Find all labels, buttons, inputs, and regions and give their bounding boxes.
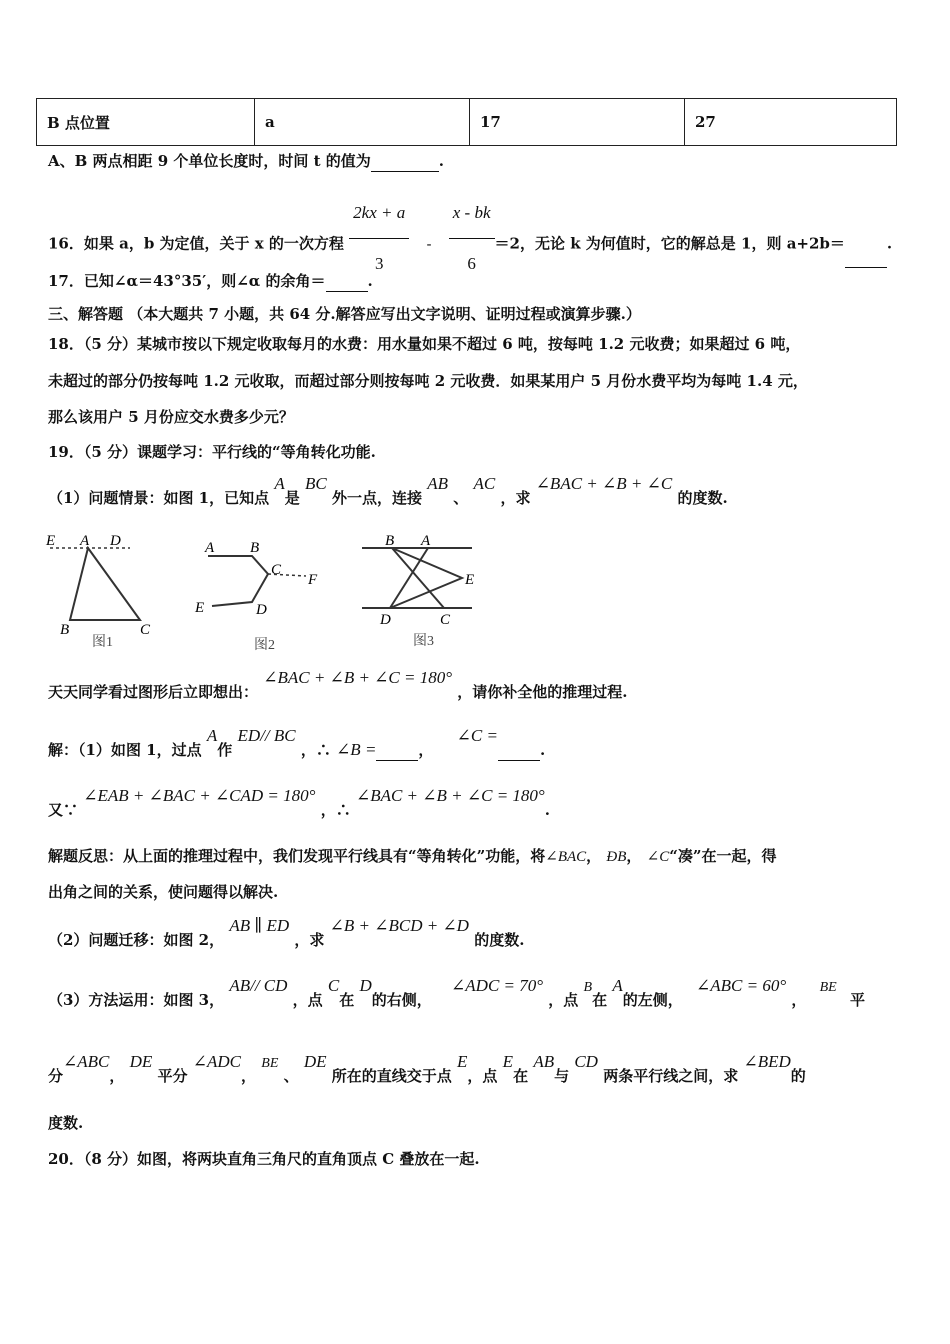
q19-part3-line3: 度数. — [48, 1114, 84, 1132]
fig1-label-c: C — [140, 622, 151, 638]
fig2-label-e: E — [195, 600, 205, 616]
q19-solution: 解：（1）如图 1，过点 A作 ED// BC ，∴ ∠B = ， ∠C = . — [48, 726, 546, 759]
figure-3 — [362, 533, 474, 649]
fig2-caption: 图2 — [254, 638, 275, 653]
q18-line-2: 未超过的部分仍按每吨 1.2 元收取，而超过部分则按每吨 2 元收费．如果某用户 5 月份水费平均为每吨 1.4 元， — [48, 372, 808, 390]
fig2-label-f: F — [308, 572, 318, 588]
fig2-label-d: D — [256, 602, 267, 618]
fig1-caption: 图1 — [92, 635, 113, 650]
q19-part3: （3）方法运用：如图 3， AB// CD ，点 C在 D的右侧， ∠ADC = 70° ，点 B在 A的左侧， ∠ABC = 60° ， BE 平 — [48, 976, 865, 1009]
q19-part2: （2）问题迁移：如图 2， AB ∥ ED ，求 ∠B + ∠BCD + ∠D 的度数. — [48, 916, 525, 949]
position-table — [36, 98, 897, 146]
fig2-path — [208, 556, 268, 606]
q19-part3-line2: 分∠ABC， DE 平分 ∠ADC， BE 、 DE 所在的直线交于点 E，点 E在 AB与 CD 两条平行线之间，求 ∠BED的 — [48, 1052, 806, 1085]
question-20: 20．（8 分）如图，将两块直角三角尺的直角顶点 C 叠放在一起. — [48, 1150, 480, 1168]
q19-reasoning: 又∵ ∠EAB + ∠BAC + ∠CAD = 180° ，∴ ∠BAC + ∠B + ∠C = 180°. — [48, 786, 550, 819]
figure-2 — [194, 540, 318, 653]
fig1-label-b: B — [60, 622, 70, 638]
q19-reflection-2: 出角之间的关系，使问题得以解决. — [48, 883, 279, 901]
fraction-1: $\frac{2kx + a}{3}$ — [349, 190, 409, 287]
answer-blank — [376, 740, 418, 761]
answer-blank — [845, 221, 887, 268]
answer-blank — [326, 271, 368, 292]
fig3-label-c: C — [440, 612, 451, 628]
answer-blank — [371, 151, 439, 172]
q18-line-3: 那么该用户 5 月份应交水费多少元？ — [48, 408, 294, 426]
fig3-caption: 图3 — [413, 634, 434, 649]
fig3-label-d: D — [380, 612, 391, 628]
fraction-2: $\frac{x - bk}{6}$ — [449, 190, 495, 287]
question-17: 17．已知∠α＝43°35′，则∠α 的余角＝ . — [48, 272, 373, 290]
q19-heading: 19．（5 分）课题学习：平行线的“等角转化功能. — [48, 443, 376, 461]
fig2-label-b: B — [250, 540, 260, 556]
fig1-label-e: E — [46, 533, 56, 549]
answer-blank — [498, 740, 540, 761]
fig1-label-d: D — [110, 533, 121, 549]
q19-part1: （1）问题情景：如图 1，已知点 A是 BC 外一点，连接 AB 、 AC ，求 ∠BAC + ∠B + ∠C 的度数. — [48, 474, 728, 507]
fig1-label-a: A — [80, 533, 90, 549]
fig2-label-c: C — [271, 562, 282, 578]
fig3-label-a: A — [421, 533, 431, 549]
question-16: 16．如果 a，b 为定值，关于 x 的一次方程 $\frac{2kx + a}{3}$ - $\frac{x - bk}{6}$ ＝2，无论 k 为何值时，它的解总是 1，则 a+2b＝ . — [48, 196, 892, 293]
fig3-label-e: E — [465, 572, 475, 588]
table-cell: 17 — [470, 99, 685, 146]
table-cell: a — [255, 99, 470, 146]
table-row — [37, 99, 897, 146]
figure-1 — [45, 533, 151, 650]
fig3-label-b: B — [385, 533, 395, 549]
q15-tail: A、B 两点相距 9 个单位长度时，时间 t 的值为 . — [48, 152, 445, 170]
section-heading: 三、解答题 （本大题共 7 小题，共 64 分.解答应写出文字说明、证明过程或演算步骤.） — [48, 305, 641, 323]
table-cell: B 点位置 — [37, 99, 255, 146]
q18-line-1: 18．（5 分）某城市按以下规定收取每月的水费：用水量如果不超过 6 吨，按每吨 1.2 元收费；如果超过 6 吨， — [48, 335, 801, 353]
q19-reflection: 解题反思：从上面的推理过程中，我们发现平行线具有“等角转化”功能，将∠BAC， ÐB， ∠C“凑”在一起，得 — [48, 847, 777, 865]
figures — [40, 528, 500, 658]
table-cell: 27 — [685, 99, 897, 146]
fig2-label-a: A — [205, 540, 215, 556]
fig1-triangle — [70, 548, 140, 620]
fig3-line-bc — [392, 548, 444, 608]
q19-idea: 天天同学看过图形后立即想出： ∠BAC + ∠B + ∠C = 180° ，请你补全他的推理过程. — [48, 668, 628, 701]
